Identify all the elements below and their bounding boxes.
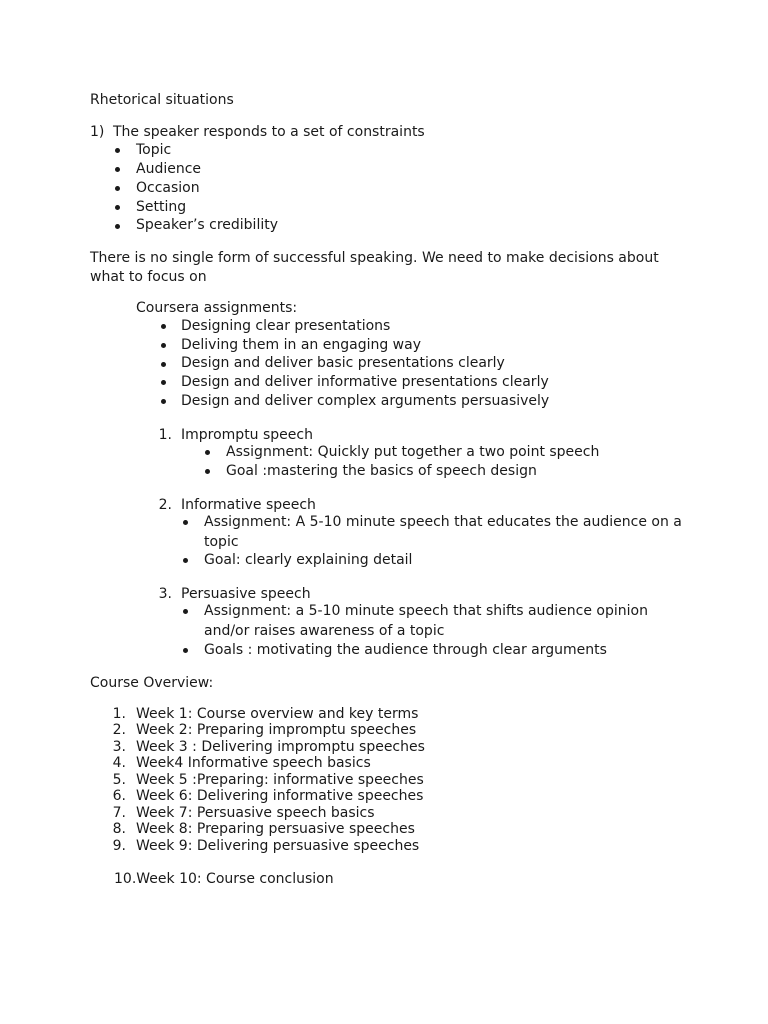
paragraph-line: what to focus on <box>90 269 207 285</box>
bullet-icon <box>183 609 188 614</box>
week-item: Week 8: Preparing persuasive speeches <box>136 821 415 837</box>
constraint-item: Audience <box>136 161 202 177</box>
constraint-item: Speaker’s credibility <box>136 217 279 233</box>
section1-heading: The speaker responds to a set of constraints <box>113 124 425 140</box>
bullet-icon <box>205 450 210 455</box>
week-marker: 3. <box>112 739 126 755</box>
bullet-icon <box>161 324 166 329</box>
paragraph-line: There is no single form of successful speaking. We need to make decisions about <box>90 250 659 266</box>
constraint-item: Setting <box>136 199 187 215</box>
week-item: Week 1: Course overview and key terms <box>136 706 419 722</box>
document-title: Rhetorical situations <box>90 92 234 108</box>
week-item: Week 9: Delivering persuasive speeches <box>136 838 420 854</box>
bullet-icon <box>183 648 188 653</box>
speech-marker: 3. <box>158 586 172 602</box>
bullet-icon <box>161 343 166 348</box>
bullet-icon <box>115 205 120 210</box>
bullet-icon <box>115 148 120 153</box>
speech-title: Persuasive speech <box>181 586 311 602</box>
speech-goal: Goal: clearly explaining detail <box>204 552 413 568</box>
speech-goal: Goals : motivating the audience through clear arguments <box>204 642 607 658</box>
constraint-item: Occasion <box>136 180 200 196</box>
speech-marker: 2. <box>158 497 172 513</box>
speech-assignment-cont: topic <box>204 534 239 550</box>
week-item-10: 10.Week 10: Course conclusion <box>114 871 334 887</box>
constraint-item: Topic <box>136 142 172 158</box>
week-marker: 2. <box>112 722 126 738</box>
speech-marker: 1. <box>158 427 172 443</box>
speech-assignment: Assignment: a 5-10 minute speech that shifts audience opinion <box>204 603 648 619</box>
week-marker: 5. <box>112 772 126 788</box>
bullet-icon <box>161 380 166 385</box>
coursera-item: Deliving them in an engaging way <box>181 337 421 353</box>
speech-assignment: Assignment: A 5-10 minute speech that educates the audience on a <box>204 514 682 530</box>
bullet-icon <box>183 520 188 525</box>
week-marker: 4. <box>112 755 126 771</box>
coursera-item: Design and deliver complex arguments persuasively <box>181 393 550 409</box>
coursera-item: Design and deliver informative presentations clearly <box>181 374 549 390</box>
bullet-icon <box>161 399 166 404</box>
section1-marker: 1) <box>90 124 105 140</box>
speech-goal: Goal :mastering the basics of speech design <box>226 463 537 479</box>
coursera-heading: Coursera assignments: <box>136 300 298 316</box>
week-marker: 8. <box>112 821 126 837</box>
speech-title: Informative speech <box>181 497 316 513</box>
week-item: Week 6: Delivering informative speeches <box>136 788 424 804</box>
speech-title: Impromptu speech <box>181 427 313 443</box>
week-marker: 6. <box>112 788 126 804</box>
bullet-icon <box>115 167 120 172</box>
week-item: Week4 Informative speech basics <box>136 755 371 771</box>
speech-assignment: Assignment: Quickly put together a two point speech <box>226 444 600 460</box>
week-marker: 7. <box>112 805 126 821</box>
bullet-icon <box>183 558 188 563</box>
week-marker: 1. <box>112 706 126 722</box>
bullet-icon <box>205 469 210 474</box>
week-item: Week 5 :Preparing: informative speeches <box>136 772 424 788</box>
week-item: Week 3 : Delivering impromptu speeches <box>136 739 425 755</box>
bullet-icon <box>161 362 166 367</box>
coursera-item: Designing clear presentations <box>181 318 391 334</box>
bullet-icon <box>115 224 120 229</box>
week-marker: 9. <box>112 838 126 854</box>
speech-assignment-cont: and/or raises awareness of a topic <box>204 623 445 639</box>
overview-heading: Course Overview: <box>90 675 214 691</box>
coursera-item: Design and deliver basic presentations clearly <box>181 355 505 371</box>
bullet-icon <box>115 186 120 191</box>
week-item: Week 7: Persuasive speech basics <box>136 805 375 821</box>
week-item: Week 2: Preparing impromptu speeches <box>136 722 417 738</box>
